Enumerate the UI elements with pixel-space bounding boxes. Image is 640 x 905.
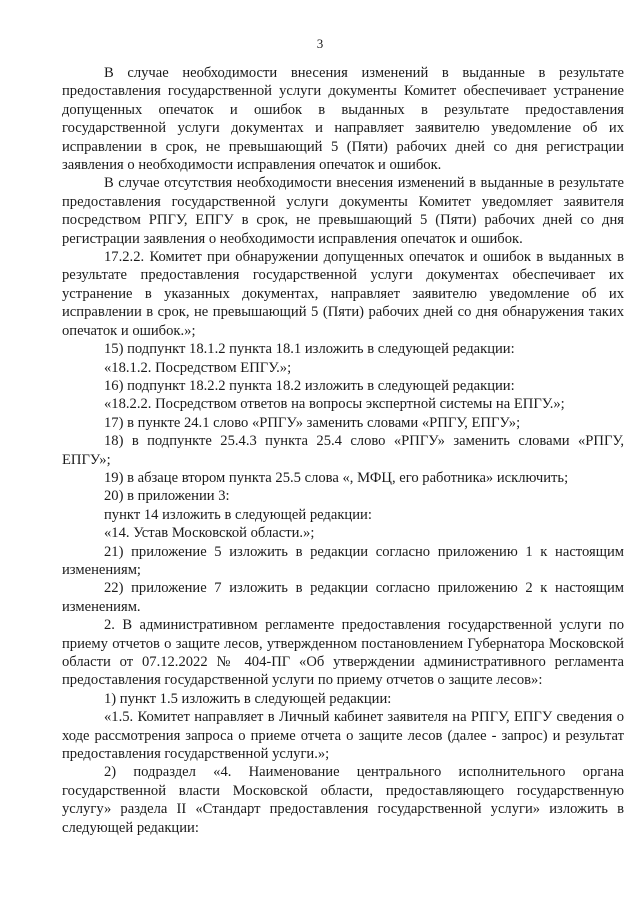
paragraph-no-correction-needed: В случае отсутствия необходимости внесения изменений в выданные в результате предоставления государственной услуги документы Комитет уведомляет заявителя посредством РПГУ, ЕПГУ в срок, не превышающий 5 (Пяти) рабочих дней со дня регистрации заявления о необходимости исправления опечаток и ошибок. bbox=[62, 175, 624, 247]
paragraph-item-15: 15) подпункт 18.1.2 пункта 18.1 изложить в следующей редакции: bbox=[104, 341, 515, 358]
paragraph-item-14-text: «14. Устав Московской области.»; bbox=[104, 525, 315, 542]
paragraph-section-2-item-1: 1) пункт 1.5 изложить в следующей редакции: bbox=[104, 690, 392, 707]
paragraph-section-2: 2. В административном регламенте предоставления государственной услуги по приему отчетов о защите лесов, утвержденном постановлением Губернатора Московской области от 07.12.2022 № 404-ПГ «Об утверждении административного регламента предоставления государственной услуги по приему отчетов о защите лесов»: bbox=[62, 617, 624, 689]
paragraph-item-17: 17) в пункте 24.1 слово «РПГУ» заменить словами «РПГУ, ЕПГУ»; bbox=[104, 414, 521, 431]
paragraph-correction-needed: В случае необходимости внесения изменений в выданные в результате предоставления государственной услуги документы Комитет обеспечивает устранение допущенных опечаток и ошибок в выданных в результате предоставления государственной услуги документах и направляет заявителю уведомление об их исправлении в срок, не превышающий 5 (Пяти) рабочих дней со дня регистрации заявления о необходимости исправления опечаток и ошибок. bbox=[62, 65, 624, 174]
paragraph-18-1-2-text: «18.1.2. Посредством ЕПГУ.»; bbox=[104, 359, 292, 376]
paragraph-17-2-2: 17.2.2. Комитет при обнаружении допущенных опечаток и ошибок в выданных в результате предоставления государственной услуги документах обеспечивает их устранение в указанных документах, направляет заявителю уведомление об их исправлении в срок, не превышающий 5 (Пяти) рабочих дней со дня обнаружения таких опечаток и ошибок.»; bbox=[62, 249, 624, 339]
paragraph-item-18: 18) в подпункте 25.4.3 пункта 25.4 слово «РПГУ» заменить словами «РПГУ, ЕПГУ»; bbox=[62, 433, 624, 468]
paragraph-item-20: 20) в приложении 3: bbox=[104, 488, 230, 505]
paragraph-item-20-subpoint: пункт 14 изложить в следующей редакции: bbox=[104, 506, 372, 523]
page-number: 3 bbox=[316, 36, 324, 51]
paragraph-section-2-item-2: 2) подраздел «4. Наименование центрального исполнительного органа государственной власти Московской области, предоставляющего государственную услугу» раздела II «Стандарт предоставления государственной услуги» изложить в следующей редакции: bbox=[62, 764, 624, 836]
paragraph-item-21: 21) приложение 5 изложить в редакции согласно приложению 1 к настоящим изменениям; bbox=[62, 543, 624, 578]
paragraph-18-2-2-text: «18.2.2. Посредством ответов на вопросы экспертной системы на ЕПГУ.»; bbox=[104, 396, 565, 413]
paragraph-item-19: 19) в абзаце втором пункта 25.5 слова «, МФЦ, его работника» исключить; bbox=[104, 469, 569, 486]
paragraph-item-16: 16) подпункт 18.2.2 пункта 18.2 изложить в следующей редакции: bbox=[104, 377, 515, 394]
paragraph-1-5-text: «1.5. Комитет направляет в Личный кабинет заявителя на РПГУ, ЕПГУ сведения о ходе рассмотрения запроса о приеме отчета о защите лесов (далее - запрос) и результат предоставления государственной услуги.»; bbox=[62, 709, 624, 763]
document-body bbox=[62, 64, 624, 837]
paragraph-item-22: 22) приложение 7 изложить в редакции согласно приложению 2 к настоящим изменениям. bbox=[62, 580, 624, 615]
